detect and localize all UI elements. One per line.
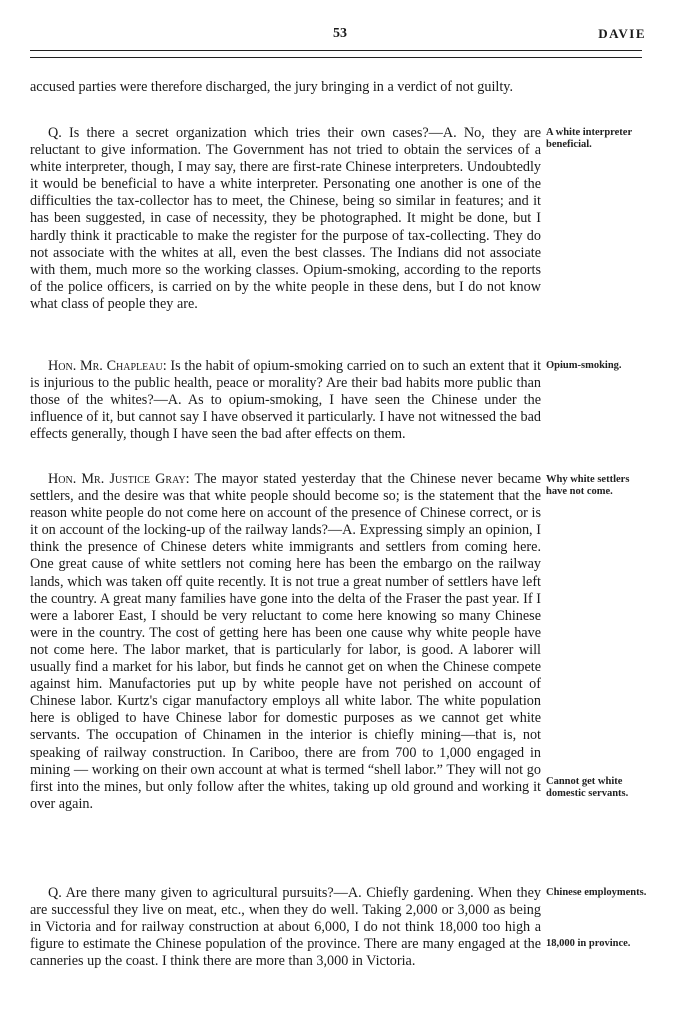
paragraph-agricultural-pursuits [30, 885, 541, 970]
margin-note-servants: Cannot get white domestic servants. [546, 776, 629, 799]
paragraph-verdict [30, 79, 541, 96]
margin-note-employments: Chinese employments. [546, 887, 647, 898]
paragraph-text: Q. Are there many given to agricultural pursuits?—A. Chiefly gardening. When they are successful they live on meat, etc., when they do well. Taking 2,000 or 3,000 as being in Victoria and for railway construction at about 6,000, I do not think 18,000 too high a figure to estimate the Chinese population of the province. There are many engaged at the canneries up the coast. I think there are more than 3,000 in Victoria. [30, 885, 541, 970]
header-rule-top [30, 50, 642, 51]
paragraph-text: : The mayor stated yesterday that the Chinese never became settlers, and the desire was that white people should become so; is the statement that the reason white people do not come here on account of the presence of Chinese correct, or is it on account of the locking-up of the railway lands?—A. Expressing simply an opinion, I think the presence of Chinese deters white immigrants and settlers from coming here. One great cause of white settlers not coming here has been the embargo on the railway lands, which was taken off quite recently. It is not true a great number of settlers have left the country. A great many families have gone into the delta of the Fraser the past year. If I were a laborer East, I should be very reluctant to come here knowing so many Chinese were in the country. The cost of getting here has been one cause why white people have not come here. The labor market, that is particularly for labor, is good. A laborer will usually find a market for his labor, but finds he cannot get on when the Chinese compete against him. Manufactories put up by white people have not perished on account of Chinese labor. Kurtz's cigar manufactory employs all white labor. The white population here is obliged to have Chinese labor for domestic purposes as we cannot get white servants. The occupation of Chinamen in the interior is chiefly mining—that is, not speaking of railway construction. In Cariboo, there are from 700 to 1,000 engaged in mining — working on their own account at what is termed “shell labor.” They will not go first into the mines, but only follow after the whites, taking up old ground and working it over again. [30, 471, 542, 812]
paragraph-chapleau-question [30, 358, 541, 443]
margin-note-settlers: Why white settlers have not come. [546, 474, 630, 497]
paragraph-gray-question [30, 471, 541, 813]
paragraph-secret-organization [30, 125, 541, 313]
paragraph-text: accused parties were therefore discharged, the jury bringing in a verdict of not guilty. [30, 79, 513, 95]
page-number: 53 [333, 26, 347, 41]
margin-note-opium: Opium-smoking. [546, 360, 622, 371]
paragraph-text: Q. Is there a secret organization which tries their own cases?—A. No, they are reluctant to give information. The Government has not tried to obtain the services of a white interpreter, though, I may say, there are first-rate Chinese interpreters. Undoubtedly it would be beneficial to have a white interpreter. Personating one another is one of the difficulties the tax-collector has to meet, the Chinese, being so similar in features; and it has been suggested, in case of necessity, they be photographed. It might be done, but I hardly think it practicable to make the register for the purpose of tax-collecting. They do not associate with the whites at all, even the best classes. The Indians did not associate with them, much more so the working classes. Opium-smoking, according to the reports of the police officers, is carried on by the white people in these dens, but I do not know what class of people they are. [30, 125, 541, 312]
paragraph-text: : Is the habit of opium-smoking carried on to such an extent that it is injurious to the public health, peace or morality? Are their bad habits more public than those of the whites?—A. As to opium-smoking, I have seen the Chinese under the influence of it, but cannot say I have observed it particularly. I have not witnessed the bad effects generally, though I have seen the bad after effects on them. [30, 358, 541, 443]
header-rule-bottom [30, 57, 642, 58]
speaker-name: Hon. Mr. Justice Gray [48, 471, 186, 487]
speaker-name: Hon. Mr. Chapleau [48, 358, 163, 374]
margin-note-population: 18,000 in province. [546, 938, 631, 949]
margin-note-interpreter: A white interpreter beneficial. [546, 127, 632, 150]
running-head: DAVIE [598, 26, 646, 41]
